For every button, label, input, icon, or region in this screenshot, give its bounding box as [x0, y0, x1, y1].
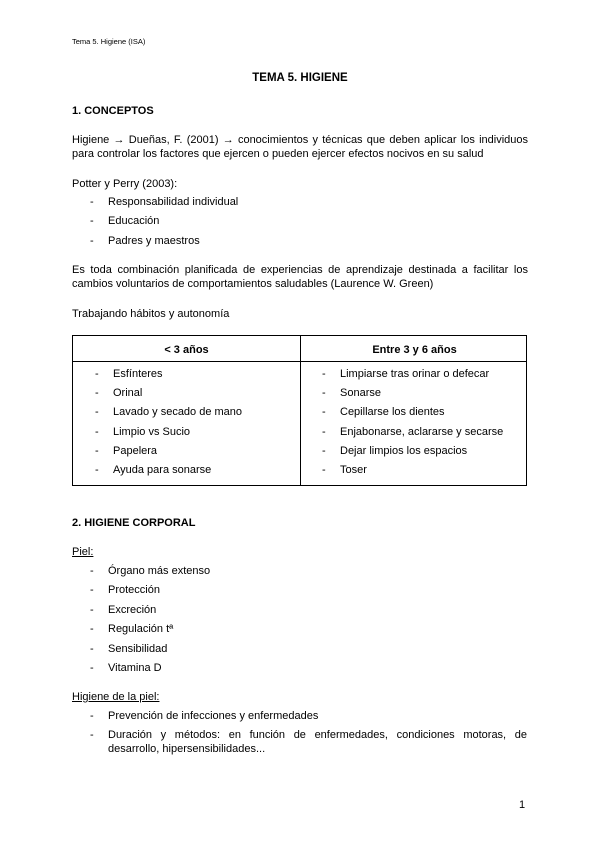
table-cell: - Cepillarse los dientes	[322, 405, 503, 424]
list-item: - Excreción	[90, 603, 210, 622]
table-header-3-to-6: Entre 3 y 6 años	[372, 344, 457, 356]
list-item: - Protección	[90, 583, 210, 602]
table-cell: - Papelera	[95, 444, 242, 463]
running-header: Tema 5. Higiene (ISA)	[72, 37, 146, 46]
table-header-divider	[73, 361, 526, 362]
table-column-divider	[300, 336, 301, 485]
list-item: - Vitamina D	[90, 661, 210, 680]
habits-label: Trabajando hábitos y autonomía	[72, 308, 230, 320]
list-dash: -	[90, 729, 94, 741]
table-cell: - Toser	[322, 463, 503, 482]
potter-perry-label: Potter y Perry (2003):	[72, 178, 178, 190]
habits-table	[72, 335, 527, 486]
list-item: - Padres y maestros	[90, 234, 238, 253]
table-column-3-to-6	[322, 367, 503, 482]
list-item: - Responsabilidad individual	[90, 195, 238, 214]
table-cell: - Dejar limpios los espacios	[322, 444, 503, 463]
list-item: - Órgano más extenso	[90, 564, 210, 583]
list-item: - Regulación tª	[90, 622, 210, 641]
table-cell: - Esfínteres	[95, 367, 242, 386]
skin-list	[90, 564, 210, 680]
table-cell: - Limpiarse tras orinar o defecar	[322, 367, 503, 386]
section-heading-higiene-corporal: 2. HIGIENE CORPORAL	[72, 517, 196, 529]
hygiene-definition: Higiene → Dueñas, F. (2001) → conocimientos y técnicas que deben aplicar los individuos para controlar los factores que ejercen o pueden ejercer efectos nocivos en su salud	[72, 134, 528, 161]
list-item: - Educación	[90, 214, 238, 233]
table-cell: - Enjabonarse, aclararse y secarse	[322, 425, 503, 444]
list-item: - Prevención de infecciones y enfermedades	[90, 709, 318, 728]
table-cell: - Lavado y secado de mano	[95, 405, 242, 424]
skin-hygiene-long-item	[90, 728, 527, 757]
section-heading-conceptos: 1. CONCEPTOS	[72, 105, 154, 117]
table-cell: - Orinal	[95, 386, 242, 405]
list-item: Duración y métodos: en función de enfermedades, condiciones motoras, de desarrollo, hipersensibilidades...	[108, 729, 527, 756]
document-title: TEMA 5. HIGIENE	[252, 72, 348, 84]
table-cell: - Ayuda para sonarse	[95, 463, 242, 482]
list-item: - Sensibilidad	[90, 642, 210, 661]
table-cell: - Limpio vs Sucio	[95, 425, 242, 444]
table-cell: - Sonarse	[322, 386, 503, 405]
skin-label: Piel:	[72, 546, 94, 558]
table-column-under-3	[95, 367, 242, 482]
green-definition: Es toda combinación planificada de experiencias de aprendizaje destinada a facilitar los cambios voluntarios de comportamientos saludables (Laurence W. Green)	[72, 264, 528, 291]
table-header-under-3: < 3 años	[164, 344, 209, 356]
skin-hygiene-list	[90, 709, 318, 728]
potter-perry-list	[90, 195, 238, 253]
page-number: 1	[519, 799, 526, 811]
skin-hygiene-label: Higiene de la piel:	[72, 691, 160, 703]
